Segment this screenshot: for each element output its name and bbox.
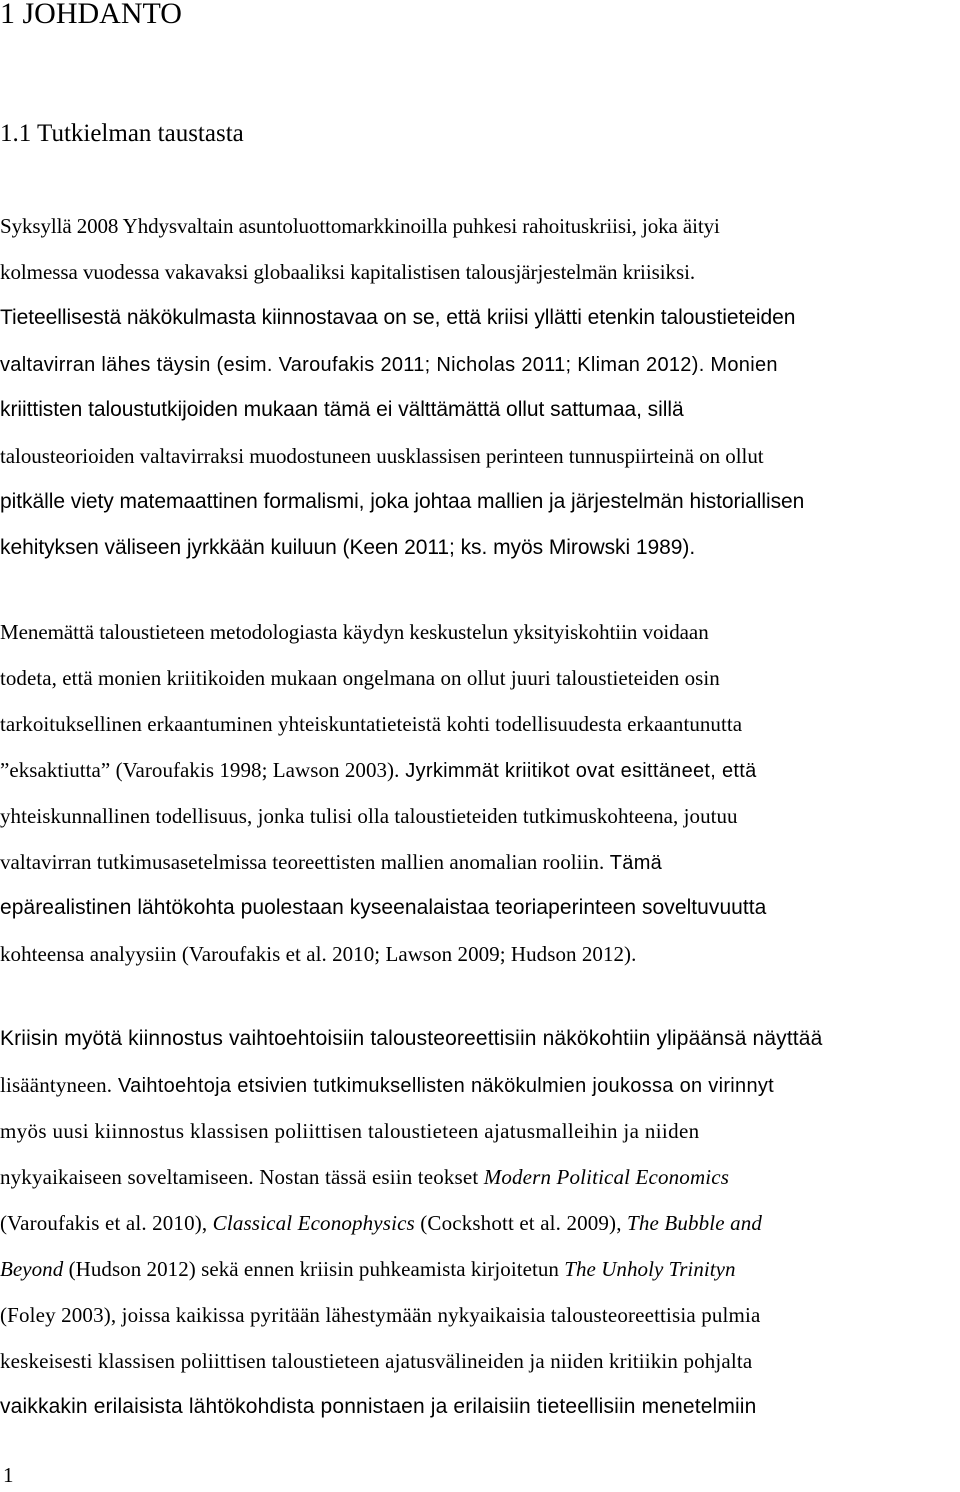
text-line: todeta, että monien kriitikoiden mukaan ongelmana on ollut juuri taloustieteiden osin [0, 666, 720, 690]
text-line: Kriisin myötä kiinnostus vaihtoehtoisiin talousteoreettisiin näkökohtiin ylipäänsä näyttää [0, 1027, 823, 1050]
text-line [0, 747, 766, 793]
text-line: myös uusi kiinnostus klassisen poliittisen taloustieteen ajatusmalleihin ja niiden [0, 1119, 700, 1143]
text-line: kolmessa vuodessa vakavaksi globaaliksi kapitalistisen talousjärjestelmän kriisiksi. [0, 260, 696, 284]
text-line: vaikkakin erilaisista lähtökohdista ponnistaen ja erilaisiin tieteellisiin menetelmiin [0, 1395, 757, 1418]
text-line: (Foley 2003), joissa kaikissa pyritään lähestymään nykyaikaisia talousteoreettisia pulmia [0, 1303, 761, 1327]
paragraph-1 [0, 203, 804, 571]
text-line: tarkoituksellinen erkaantuminen yhteiskuntatieteistä kohti todellisuudesta erkaantunutta [0, 712, 743, 736]
text-line: epärealistinen lähtökohta puolestaan kyseenalaistaa teoriaperinteen soveltuvuutta [0, 896, 767, 919]
text-line: Menemättä taloustieteen metodologiasta käydyn keskustelun yksityiskohtiin voidaan [0, 620, 709, 644]
paragraph-3 [0, 1016, 822, 1430]
text-run: lisääntyneen. [0, 1073, 113, 1097]
text-line: kehityksen väliseen jyrkkään kuiluun (Keen 2011; ks. myös Mirowski 1989). [0, 536, 696, 559]
chapter-heading: 1 JOHDANTO [0, 0, 182, 30]
text-line: talousteorioiden valtavirraksi muodostuneen uusklassisen perinteen tunnuspiirteinä on ollut [0, 444, 764, 468]
paragraph-2 [0, 609, 766, 977]
text-line [0, 1246, 822, 1292]
text-run: Monien [704, 354, 778, 376]
book-title: Modern Political Economics [483, 1165, 730, 1189]
text-line: kriittisten taloustutkijoiden mukaan tämä ei välttämättä ollut sattumaa, sillä [0, 398, 684, 421]
text-line: keskeisesti klassisen poliittisen taloustieteen ajatusvälineiden ja niiden kritiikin pohjalta [0, 1349, 753, 1373]
book-title: Beyond [0, 1257, 64, 1281]
text-line: Syksyllä 2008 Yhdysvaltain asuntoluottomarkkinoilla puhkesi rahoituskriisi, joka äityi [0, 214, 720, 238]
text-line: yhteiskunnallinen todellisuus, jonka tulisi olla taloustieteiden tutkimuskohteena, joutuu [0, 804, 738, 828]
text-line: kohteensa analyysiin (Varoufakis et al. 2010; Lawson 2009; Hudson 2012). [0, 942, 637, 966]
book-title: The Unholy Trinityn [564, 1257, 736, 1281]
text-line [0, 1200, 822, 1246]
text-line [0, 1062, 822, 1108]
text-run: valtavirran lähes täysin (esim. Varoufakis 2011; Nicholas 2011; Kliman 2012). [0, 354, 705, 376]
text-run: Vaihtoehtoja etsivien tutkimuksellisten näkökulmien joukossa on virinnyt [112, 1075, 775, 1097]
text-run: Jyrkimmät kriitikot ovat esittäneet, että [399, 760, 757, 782]
text-run: ”eksaktiutta” (Varoufakis 1998; Lawson 2003). [0, 758, 400, 782]
text-line [0, 341, 804, 387]
text-run: (Varoufakis et al. 2010), [0, 1211, 213, 1235]
section-heading: 1.1 Tutkielman taustasta [0, 120, 244, 147]
text-run: valtavirran tutkimusasetelmissa teoreettisten mallien anomalian rooliin. [0, 850, 605, 874]
text-run: (Cockshott et al. 2009), [414, 1211, 627, 1235]
text-line: Tieteellisestä näkökulmasta kiinnostavaa on se, että kriisi yllätti etenkin taloustieteiden [0, 306, 796, 329]
text-line [0, 1154, 822, 1200]
text-run: Tämä [604, 852, 663, 874]
text-run: (Hudson 2012) sekä ennen kriisin puhkeamista kirjoitetun [63, 1257, 565, 1281]
text-line: pitkälle viety matemaattinen formalismi, joka johtaa mallien ja järjestelmän historiallisen [0, 490, 805, 513]
text-line [0, 839, 766, 885]
page-number: 1 [3, 1463, 14, 1487]
book-title: The Bubble and [627, 1211, 763, 1235]
book-title: Classical Econophysics [212, 1211, 415, 1235]
text-run: nykyaikaiseen soveltamiseen. Nostan tässä esiin teokset [0, 1165, 484, 1189]
